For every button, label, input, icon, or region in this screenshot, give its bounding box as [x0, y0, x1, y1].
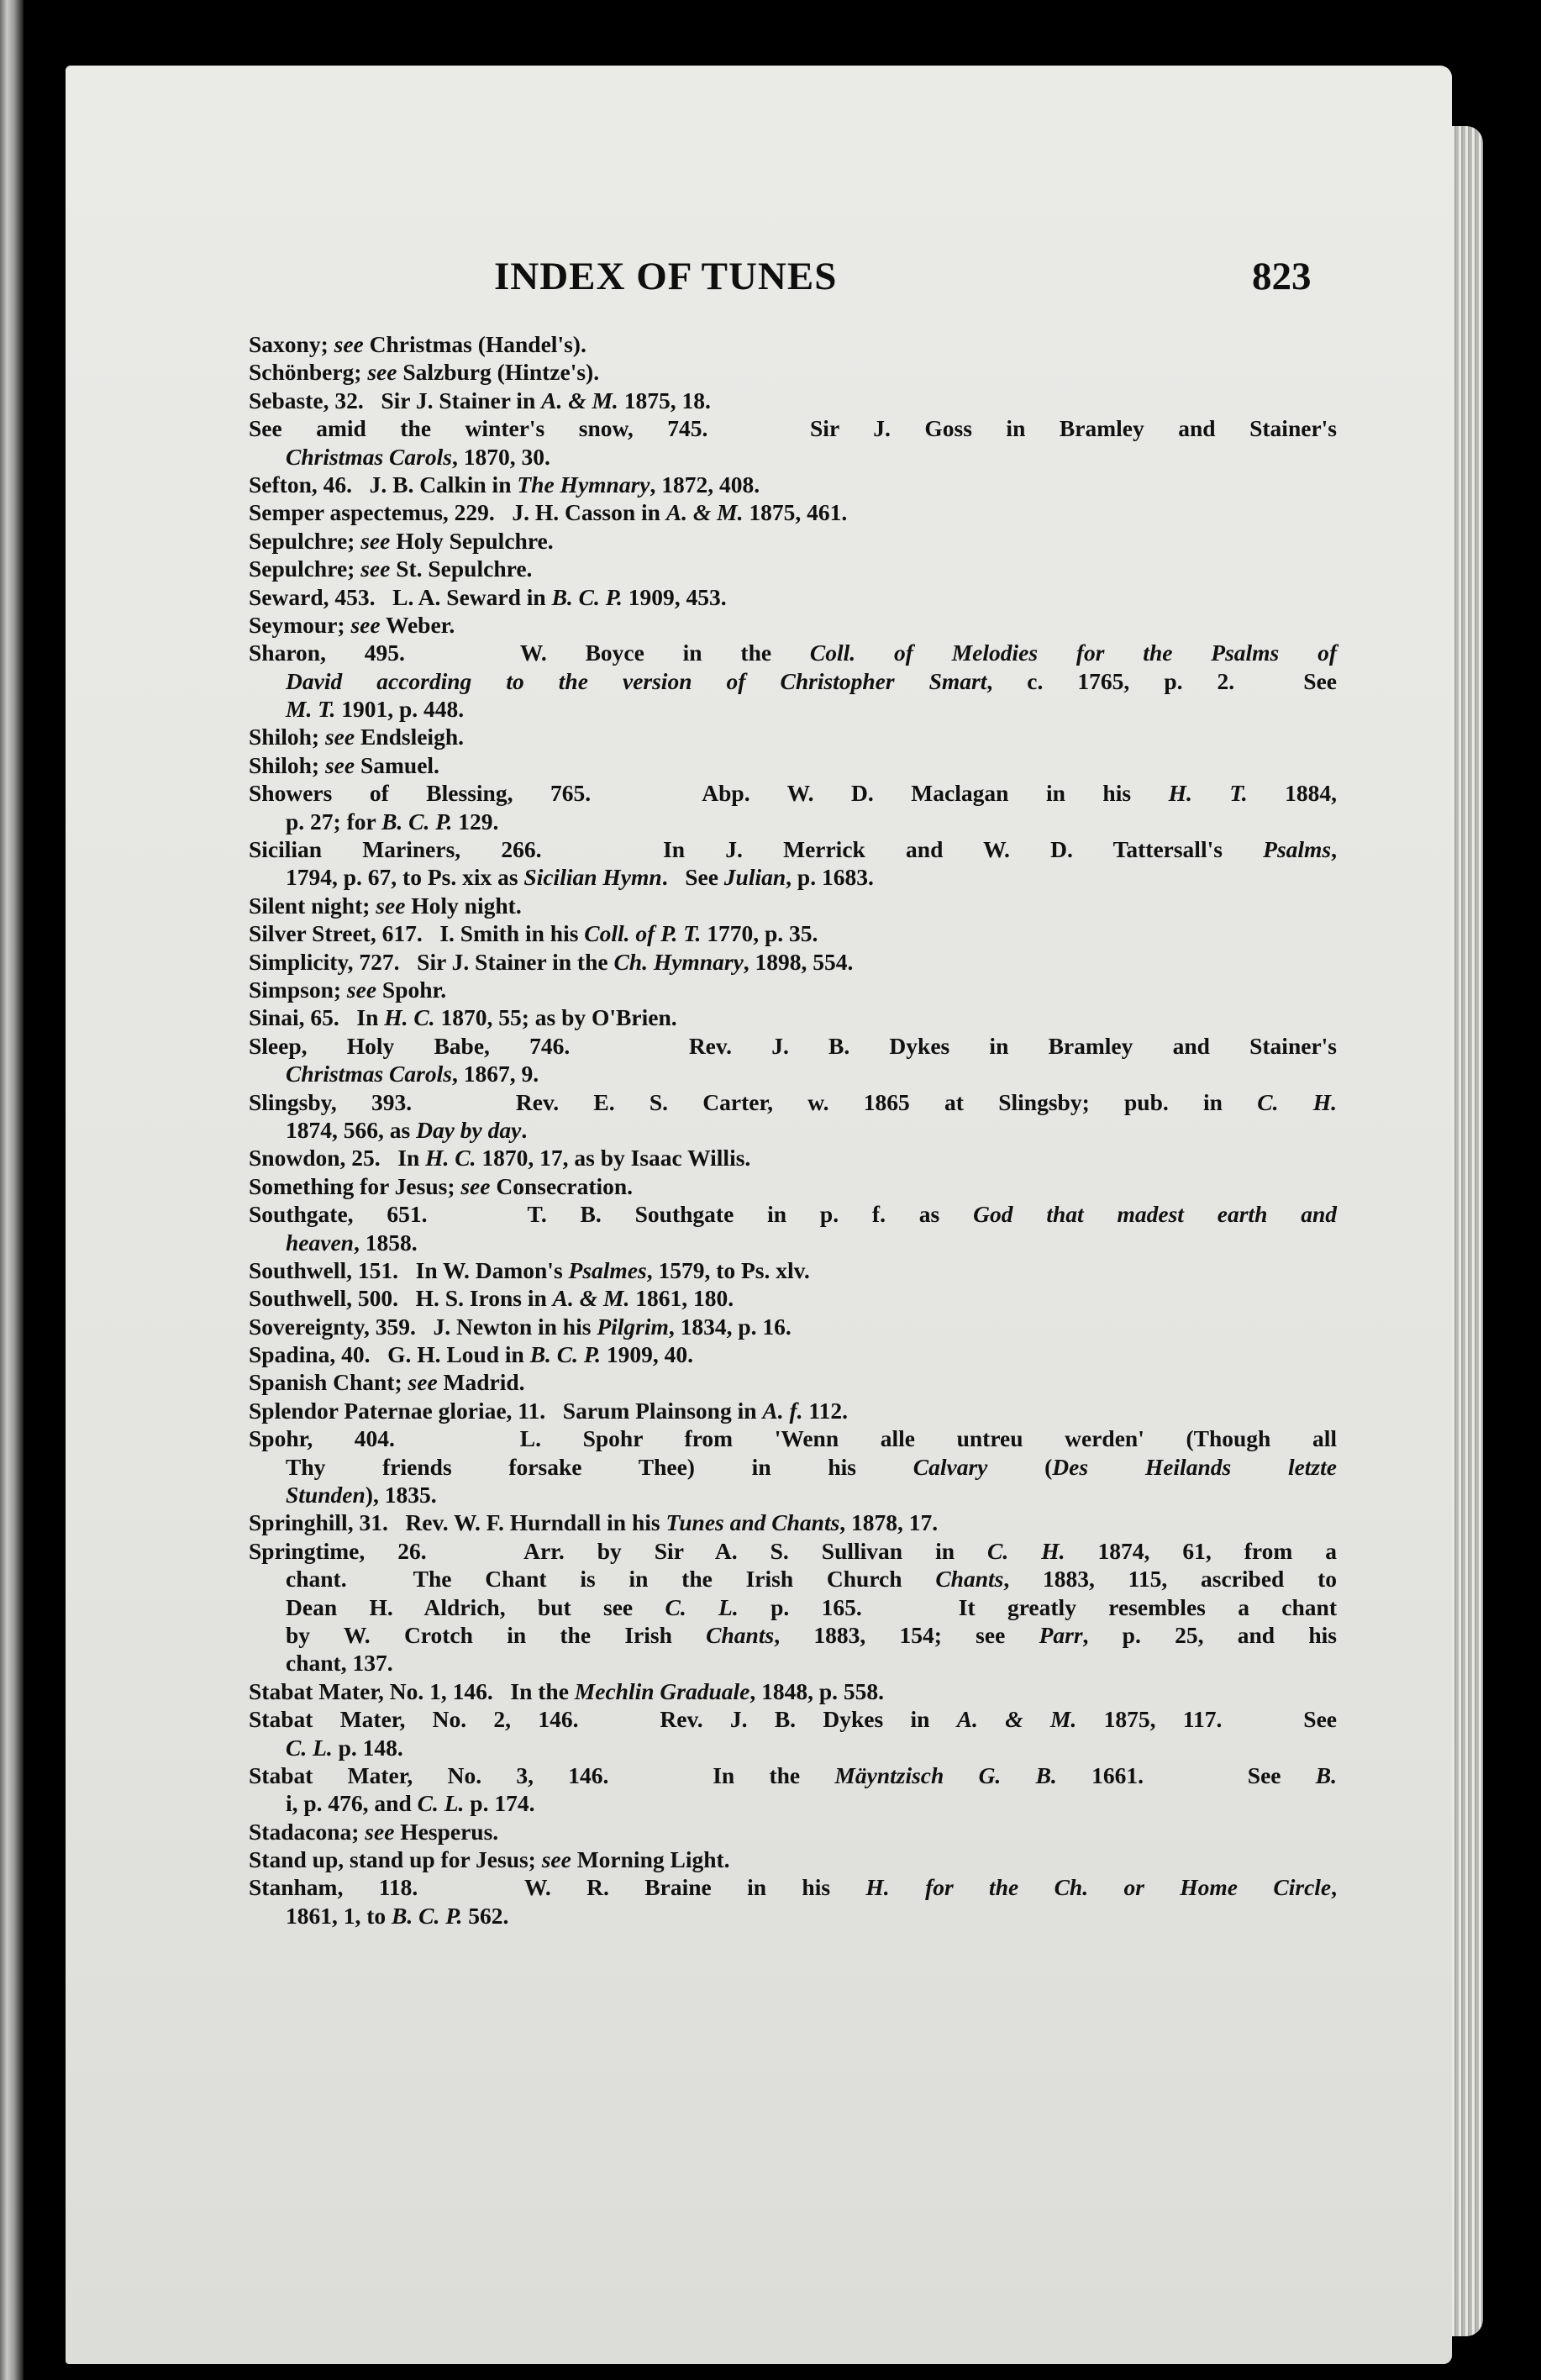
- index-entry: Spohr, 404. L. Spohr from 'Wenn alle untreu werden' (Though all: [249, 1425, 1337, 1452]
- index-entry-continuation: 1861, 1, to B. C. P. 562.: [286, 1902, 509, 1929]
- index-entry: Sinai, 65. In H. C. 1870, 55; as by O'Brien.: [249, 1004, 677, 1031]
- book-page: [66, 66, 1452, 2364]
- index-entry: Spadina, 40. G. H. Loud in B. C. P. 1909, 40.: [249, 1341, 694, 1368]
- index-entry: Saxony; see Christmas (Handel's).: [249, 331, 586, 357]
- index-entry-continuation: Christmas Carols, 1870, 30.: [286, 443, 550, 470]
- index-entry: Splendor Paternae gloriae, 11. Sarum Plainsong in A. f. 112.: [249, 1397, 849, 1424]
- index-entry: Sovereignty, 359. J. Newton in his Pilgrim, 1834, p. 16.: [249, 1313, 792, 1340]
- index-entry-continuation: by W. Crotch in the Irish Chants, 1883, 154; see Parr, p. 25, and his: [286, 1621, 1337, 1648]
- index-entry-continuation: Stunden), 1835.: [286, 1482, 437, 1509]
- index-entry: Southgate, 651. T. B. Southgate in p. f. as God that madest earth and: [249, 1201, 1338, 1228]
- index-entry-continuation: Christmas Carols, 1867, 9.: [286, 1061, 539, 1087]
- index-entry: Snowdon, 25. In H. C. 1870, 17, as by Isaac Willis.: [249, 1145, 751, 1172]
- index-entry: Sepulchre; see Holy Sepulchre.: [249, 527, 554, 554]
- index-entry: Spanish Chant; see Madrid.: [249, 1369, 525, 1396]
- page-stack-edge: [1449, 126, 1483, 2336]
- index-entry: Simplicity, 727. Sir J. Stainer in the Ch. Hymnary, 1898, 554.: [249, 948, 854, 975]
- index-entry-continuation: David according to the version of Christopher Smart, c. 1765, p. 2. See: [286, 667, 1337, 694]
- index-entry-continuation: 1794, p. 67, to Ps. xix as Sicilian Hymn. See Julian, p. 1683.: [286, 864, 874, 891]
- index-entry-continuation: chant, 137.: [286, 1650, 393, 1677]
- index-entry: Silver Street, 617. I. Smith in his Coll. of P. T. 1770, p. 35.: [249, 920, 818, 947]
- index-entry: Seymour; see Weber.: [249, 611, 455, 638]
- index-entry: Shiloh; see Samuel.: [249, 751, 439, 778]
- index-entry: Schönberg; see Salzburg (Hintze's).: [249, 359, 600, 386]
- index-entry-continuation: M. T. 1901, p. 448.: [286, 696, 465, 723]
- index-entry: Sebaste, 32. Sir J. Stainer in A. & M. 1875, 18.: [249, 387, 711, 413]
- index-entry: Showers of Blessing, 765. Abp. W. D. Maclagan in his H. T. 1884,: [249, 780, 1337, 807]
- index-entry-continuation: C. L. p. 148.: [286, 1734, 403, 1761]
- index-entry: Sleep, Holy Babe, 746. Rev. J. B. Dykes in Bramley and Stainer's: [249, 1032, 1337, 1059]
- index-entry: Shiloh; see Endsleigh.: [249, 724, 464, 750]
- index-entry-continuation: heaven, 1858.: [286, 1229, 418, 1256]
- page-title: INDEX OF TUNES: [494, 255, 838, 298]
- index-entry: Stadacona; see Hesperus.: [249, 1818, 499, 1845]
- index-entry: Stabat Mater, No. 3, 146. In the Mäyntzisch G. B. 1661. See B.: [249, 1761, 1337, 1788]
- index-entry: Springhill, 31. Rev. W. F. Hurndall in his Tunes and Chants, 1878, 17.: [249, 1509, 939, 1536]
- index-entry: Stabat Mater, No. 2, 146. Rev. J. B. Dykes in A. & M. 1875, 117. See: [249, 1706, 1338, 1733]
- index-entry-continuation: p. 27; for B. C. P. 129.: [286, 808, 499, 835]
- index-entry: Semper aspectemus, 229. J. H. Casson in A. & M. 1875, 461.: [249, 499, 848, 526]
- index-entry: Southwell, 151. In W. Damon's Psalmes, 1579, to Ps. xlv.: [249, 1256, 810, 1283]
- adjacent-page-edge: [0, 0, 24, 2380]
- index-entry-continuation: 1874, 566, as Day by day.: [286, 1116, 528, 1143]
- index-entry: Springtime, 26. Arr. by Sir A. S. Sullivan in C. H. 1874, 61, from a: [249, 1537, 1338, 1564]
- index-entry-continuation: Dean H. Aldrich, but see C. L. p. 165. It greatly resembles a chant: [286, 1593, 1338, 1620]
- index-entry: Sefton, 46. J. B. Calkin in The Hymnary, 1872, 408.: [249, 471, 760, 498]
- index-entry-continuation: Thy friends forsake Thee) in his Calvary (Des Heilands letzte: [286, 1453, 1337, 1480]
- index-entry: Stabat Mater, No. 1, 146. In the Mechlin Graduale, 1848, p. 558.: [249, 1677, 885, 1704]
- index-entry: Silent night; see Holy night.: [249, 892, 522, 919]
- index-entry-continuation: i, p. 476, and C. L. p. 174.: [286, 1790, 535, 1817]
- running-header: [66, 254, 1452, 304]
- index-entry: Sicilian Mariners, 266. In J. Merrick and W. D. Tattersall's Psalms,: [249, 836, 1337, 863]
- index-entry: Sepulchre; see St. Sepulchre.: [249, 556, 533, 582]
- index-entry: Slingsby, 393. Rev. E. S. Carter, w. 1865 at Slingsby; pub. in C. H.: [249, 1088, 1338, 1115]
- index-entry: Southwell, 500. H. S. Irons in A. & M. 1861, 180.: [249, 1285, 734, 1312]
- index-entry: See amid the winter's snow, 745. Sir J. Goss in Bramley and Stainer's: [249, 415, 1337, 442]
- page-number: 823: [1252, 255, 1312, 298]
- index-entry: Sharon, 495. W. Boyce in the Coll. of Melodies for the Psalms of: [249, 640, 1337, 666]
- tune-index-list: [249, 330, 1337, 1930]
- index-entry: Stanham, 118. W. R. Braine in his H. for the Ch. or Home Circle,: [249, 1874, 1338, 1901]
- index-entry-continuation: chant. The Chant is in the Irish Church Chants, 1883, 115, ascribed to: [286, 1566, 1337, 1593]
- index-entry: Something for Jesus; see Consecration.: [249, 1172, 634, 1199]
- index-entry: Simpson; see Spohr.: [249, 976, 447, 1003]
- index-entry: Seward, 453. L. A. Seward in B. C. P. 1909, 453.: [249, 583, 727, 610]
- index-entry: Stand up, stand up for Jesus; see Morning Light.: [249, 1846, 730, 1873]
